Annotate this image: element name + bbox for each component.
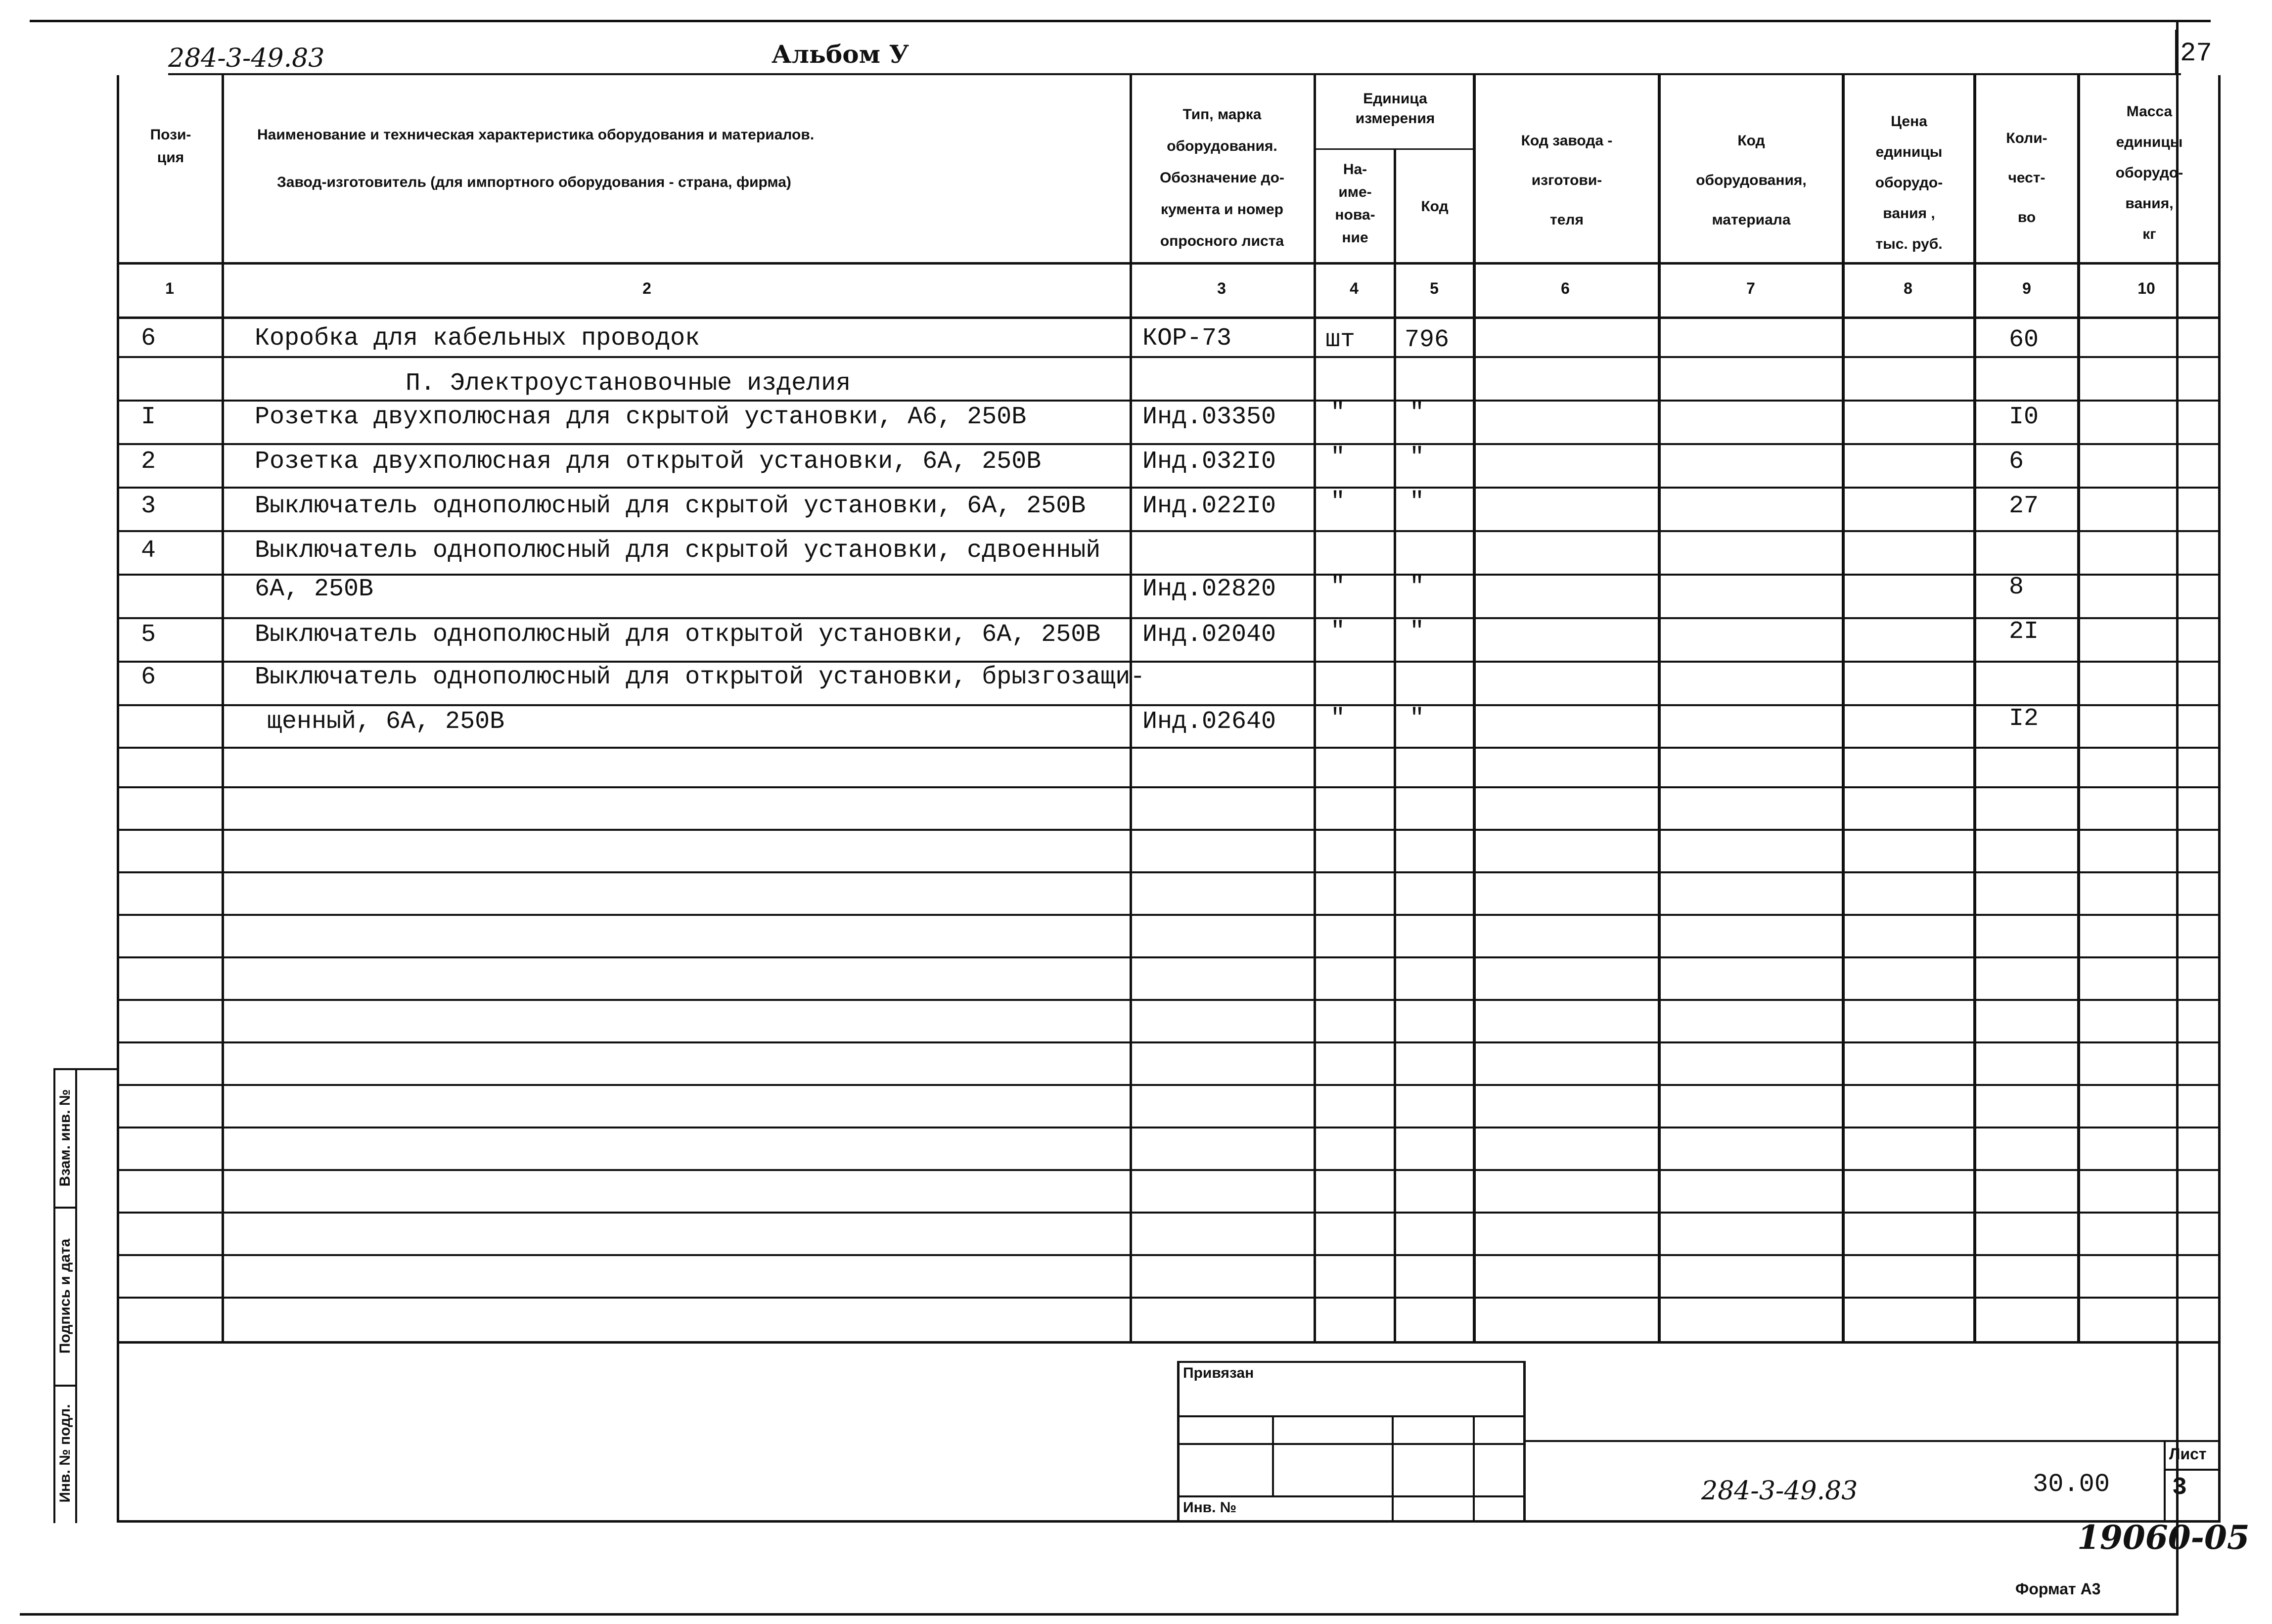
bottom-border <box>20 1613 2179 1616</box>
row-line <box>117 617 2221 619</box>
stamp-inv-no: Инв. № <box>1183 1499 1237 1516</box>
title-block-top <box>1523 1440 2221 1442</box>
cell-name: щенный, 6А, 250В <box>267 708 505 736</box>
row-line <box>117 443 2221 445</box>
colnum-9: 9 <box>2022 279 2031 297</box>
cell-code: " <box>1409 618 1425 646</box>
sheet-box-sep <box>2164 1469 2221 1471</box>
hdr-col7: Код оборудования, материала <box>1696 133 1807 228</box>
cell-name: Выключатель однополюсный для скрытой установки, 6А, 250В <box>255 492 1086 520</box>
cell-qty: 60 <box>2009 326 2039 354</box>
cell-qty: 8 <box>2009 573 2024 601</box>
archive-number: 19060-05 <box>2077 1518 2250 1557</box>
hdr-col1: Пози- ция <box>150 127 191 166</box>
hdr-col8: Цена единицы оборудо- вания , тыс. руб. <box>1875 113 1943 252</box>
cell-pos: 6 <box>141 324 156 353</box>
hdr-col5: Код <box>1421 198 1449 215</box>
cell-unit: шт <box>1325 326 1356 354</box>
cell-unit: " <box>1330 705 1346 733</box>
side-label-vzam: Взам. инв. № <box>57 1089 73 1187</box>
cell-pos: 4 <box>141 537 156 565</box>
cell-code: " <box>1409 488 1425 516</box>
cell-pos: I <box>141 403 156 431</box>
row-line <box>117 1127 2221 1128</box>
cell-type: КОР-73 <box>1142 324 1232 353</box>
cell-name-section: П. Электроустановочные изделия <box>406 369 851 398</box>
page-number: 27 <box>2180 39 2212 69</box>
col-sep-9 <box>2077 75 2080 1344</box>
cell-name: Выключатель однополюсный для открытой установки, брызгозащи- <box>255 663 1145 691</box>
row-line <box>117 704 2221 706</box>
cell-type: Инд.02640 <box>1142 708 1276 736</box>
cell-code: " <box>1409 399 1425 427</box>
row-line <box>117 956 2221 958</box>
cell-qty: I2 <box>2009 705 2039 733</box>
side-label-inv: Инв. № подл. <box>57 1404 73 1503</box>
cell-pos: 5 <box>141 621 156 649</box>
col-sep-6 <box>1658 75 1661 1344</box>
table-right-border <box>2218 75 2221 1522</box>
title-underline <box>168 73 2181 75</box>
table-left-border <box>117 75 119 1522</box>
colnum-2: 2 <box>642 279 651 297</box>
cell-code: " <box>1409 444 1425 472</box>
hdr-col6: Код завода - изготови- теля <box>1521 133 1613 228</box>
col-sep-2 <box>1130 75 1132 1344</box>
hdr-col2-line2: Завод-изготовитель (для импортного оборудования - страна, фирма) <box>277 174 791 190</box>
doc-code-top: 284-3-49.83 <box>168 44 325 73</box>
row-line <box>117 487 2221 489</box>
cell-qty: 6 <box>2009 448 2024 476</box>
colnum-6: 6 <box>1561 279 1570 297</box>
colnum-10: 10 <box>2137 279 2155 297</box>
stamp-top <box>1177 1361 1523 1363</box>
hdr-unit-group: Единица измерения <box>1355 90 1435 127</box>
cell-type: Инд.02040 <box>1142 621 1276 649</box>
row-line <box>117 356 2221 358</box>
row-line <box>117 829 2221 831</box>
stamp-col2 <box>1392 1415 1394 1522</box>
cell-code: 796 <box>1405 326 1450 354</box>
table-body-bottom <box>117 1341 2221 1344</box>
header-bottom <box>117 262 2221 265</box>
sheet-box-left <box>2164 1440 2166 1522</box>
row-line <box>117 1084 2221 1086</box>
colnum-3: 3 <box>1217 279 1226 297</box>
row-line <box>117 914 2221 916</box>
row-line <box>117 786 2221 788</box>
row-line <box>117 871 2221 873</box>
colnum-1: 1 <box>165 279 174 297</box>
row-line <box>117 1297 2221 1299</box>
row-line <box>117 747 2221 749</box>
row-line <box>117 1169 2221 1171</box>
cell-code: " <box>1409 705 1425 733</box>
col-sep-3 <box>1314 75 1316 1344</box>
side-stamp-inner <box>75 1068 77 1523</box>
col-sep-4 <box>1394 148 1396 1344</box>
col-sep-5 <box>1473 75 1476 1344</box>
stamp-col1 <box>1272 1415 1274 1495</box>
cell-type: Инд.02820 <box>1142 575 1276 603</box>
cell-pos: 3 <box>141 492 156 520</box>
stamp-privyazan: Привязан <box>1183 1365 1254 1381</box>
cell-type: Инд.032I0 <box>1142 448 1276 476</box>
col-sep-1 <box>222 75 224 1344</box>
sheet-number: 3 <box>2172 1474 2187 1502</box>
stamp-row2 <box>1177 1443 1523 1445</box>
stamp-row1 <box>1177 1415 1523 1417</box>
stamp-row3 <box>1177 1495 1523 1497</box>
cell-pos: 2 <box>141 448 156 476</box>
hdr-col9: Коли- чест- во <box>2006 130 2047 226</box>
cell-type: Инд.022I0 <box>1142 492 1276 520</box>
album-title: Альбом У <box>772 40 909 69</box>
colnum-5: 5 <box>1430 279 1439 297</box>
row-line <box>117 1212 2221 1214</box>
hdr-col3: Тип, марка оборудования. Обозначение до- кумента и номер опросного листа <box>1160 106 1284 249</box>
cell-unit: " <box>1330 444 1346 472</box>
row-line <box>117 400 2221 402</box>
row-line <box>117 1041 2221 1043</box>
stamp-left <box>1177 1361 1180 1522</box>
col-sep-8 <box>1973 75 1976 1344</box>
cell-name: Розетка двухполюсная для скрытой установки, А6, 250В <box>255 403 1027 431</box>
row-line <box>117 999 2221 1001</box>
cell-name: Выключатель однополюсный для открытой установки, 6А, 250В <box>255 621 1101 649</box>
right-border <box>2176 20 2179 1615</box>
cell-qty: 27 <box>2009 492 2039 520</box>
col-sep-7 <box>1842 75 1845 1344</box>
sheet-label: Лист <box>2169 1445 2207 1463</box>
row-line <box>117 530 2221 532</box>
frame-bottom <box>117 1520 2221 1523</box>
side-stamp-left <box>53 1068 55 1523</box>
cell-unit: " <box>1330 488 1346 516</box>
colnum-bottom <box>117 316 2221 319</box>
page-box-left <box>2175 30 2177 75</box>
stamp-col3 <box>1473 1415 1475 1522</box>
format-label: Формат А3 <box>2015 1580 2101 1598</box>
hdr-col4: На- име- нова- ние <box>1335 161 1375 246</box>
stamp-doc-code: 284-3-49.83 <box>1701 1476 1858 1506</box>
cell-unit: " <box>1330 618 1346 646</box>
cell-code: " <box>1409 573 1425 601</box>
colnum-4: 4 <box>1350 279 1359 297</box>
cell-pos: 6 <box>141 663 156 691</box>
cell-qty: I0 <box>2009 403 2039 431</box>
cell-name: 6А, 250В <box>255 575 374 603</box>
colnum-7: 7 <box>1746 279 1755 297</box>
hdr-col10: Масса единицы оборудо- вания, кг <box>2115 103 2183 242</box>
cell-type: Инд.03350 <box>1142 403 1276 431</box>
side-label-podpis: Подпись и дата <box>57 1238 73 1354</box>
top-border <box>30 20 2211 22</box>
hdr-col2-line1: Наименование и техническая характеристика оборудования и материалов. <box>257 127 815 143</box>
cell-name: Выключатель однополюсный для скрытой установки, сдвоенный <box>255 537 1101 565</box>
stamp-mark: 30.00 <box>2033 1470 2110 1499</box>
cell-unit: " <box>1330 399 1346 427</box>
cell-name: Коробка для кабельных проводок <box>255 324 700 353</box>
colnum-8: 8 <box>1904 279 1912 297</box>
cell-name: Розетка двухполюсная для открытой установки, 6А, 250В <box>255 448 1042 476</box>
cell-unit: " <box>1330 573 1346 601</box>
row-line <box>117 1254 2221 1256</box>
cell-qty: 2I <box>2009 618 2039 646</box>
